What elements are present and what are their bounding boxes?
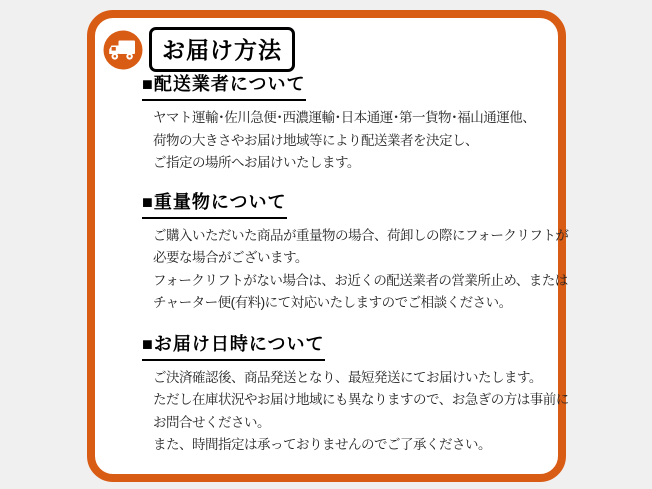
body-line: ご購入いただいた商品が重量物の場合、荷卸しの際にフォークリフトが [153,227,569,243]
body-line: ご指定の場所へお届けいたします。 [153,155,360,170]
body-line: ご決済確認後、商品発送となり、最短発送にてお届けいたします。 [153,369,542,385]
panel-header [103,27,295,72]
section-body [153,225,569,315]
delivery-info-panel [87,10,569,482]
body-line: チャーター便(有料)にて対応いたしますのでご相談ください。 [153,295,512,310]
section-body [153,367,569,457]
body-line: フォークリフトがない場合は、お近くの配送業者の営業所止め、または [153,272,568,288]
section-delivery-date [142,330,569,457]
panel-title: お届け方法 [149,27,295,72]
section-heading: ■配送業者について [142,70,306,101]
section-heading: ■重量物について [142,188,287,219]
body-line: また、時間指定は承っておりませんのでご了承ください。 [153,437,491,452]
body-line: 荷物の大きさやお届け地域等により配送業者を決定し、 [153,132,478,148]
body-line: ただし在庫状況やお届け地域にも異なりますので、お急ぎの方は事前に [153,392,569,407]
panel-content [142,70,569,457]
body-line: ヤマト運輸･佐川急便･西濃運輸･日本通運･第一貨物･福山通運他、 [153,110,536,125]
section-heavy-items [142,188,569,315]
body-line: お問合せください。 [153,414,270,430]
section-heading: ■お届け日時について [142,330,325,361]
section-body [153,107,554,175]
section-shipping-carriers [142,70,554,175]
body-line: 必要な場合がございます。 [153,250,308,265]
truck-icon [103,30,143,70]
